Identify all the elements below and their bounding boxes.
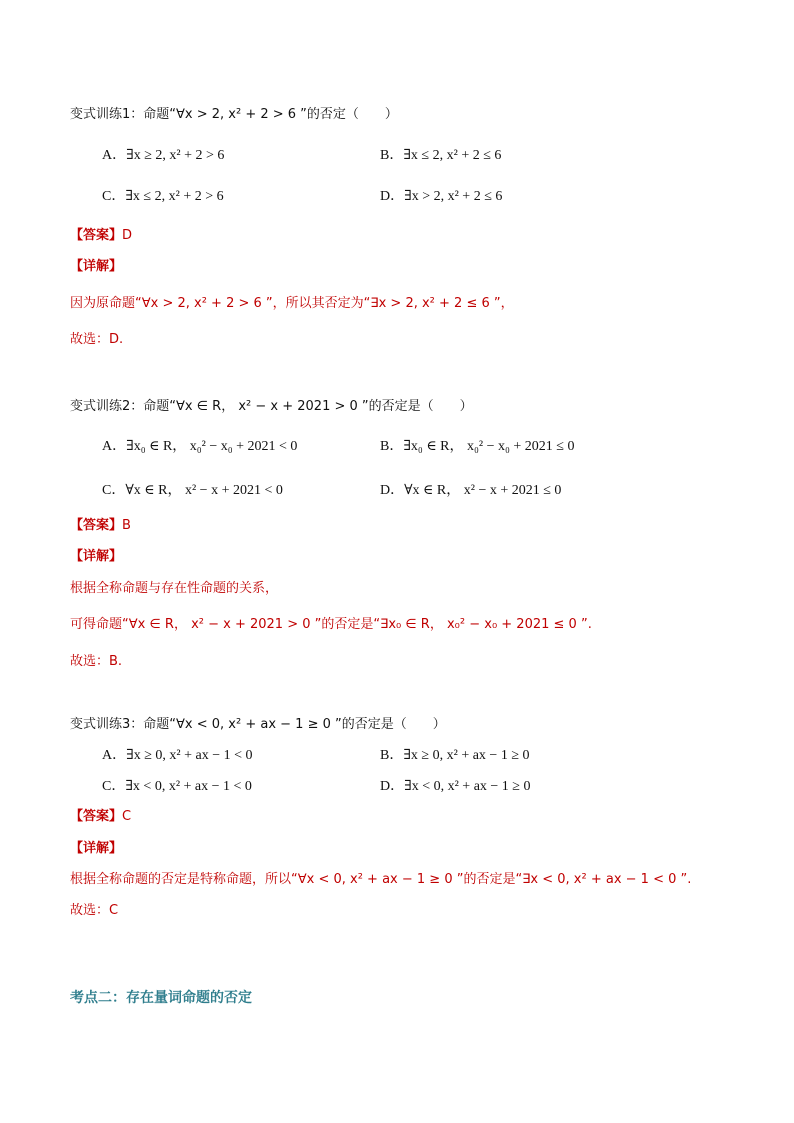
section-heading: 考点二：存在量词命题的否定 [70, 990, 252, 1006]
ex1-option-d: D．∃x > 2, x² + 2 ≤ 6 [380, 189, 503, 204]
ex1-choice: 故选：D. [70, 332, 124, 347]
ex1-detail-label: 【详解】 [70, 259, 123, 274]
ex2-answer [70, 517, 131, 535]
ex1-option-c: C．∃x ≤ 2, x² + 2 > 6 [102, 189, 224, 204]
ex3-answer [70, 808, 131, 826]
ex2-explanation-2: 可得命题“∀x ∈ R， x² − x + 2021 > 0 ”的否定是“∃x₀ ∈ R， x₀² − x₀ + 2021 ≤ 0 ”. [70, 617, 592, 632]
answer-value: B [122, 518, 131, 533]
ex2-explanation-1: 根据全称命题与存在性命题的关系， [70, 581, 279, 596]
ex1-answer [70, 227, 132, 245]
ex2-option-b: B．∃x₀ ∈ R， x₀² − x₀ + 2021 ≤ 0 [380, 439, 575, 454]
ex3-question: 变式训练3：命题“∀x < 0, x² + ax − 1 ≥ 0 ”的否定是（ ） [70, 717, 446, 732]
ex2-option-a: A．∃x₀ ∈ R， x₀² − x₀ + 2021 < 0 [102, 439, 298, 454]
ex3-option-a: A．∃x ≥ 0, x² + ax − 1 < 0 [102, 748, 253, 763]
ex3-detail-label: 【详解】 [70, 841, 123, 856]
answer-label: 【答案】 [70, 518, 123, 533]
answer-label: 【答案】 [70, 228, 123, 243]
ex3-option-d: D．∃x < 0, x² + ax − 1 ≥ 0 [380, 779, 531, 794]
ex2-option-d: D．∀x ∈ R， x² − x + 2021 ≤ 0 [380, 483, 562, 498]
ex1-question: 变式训练1：命题“∀x > 2, x² + 2 > 6 ”的否定（ ） [70, 107, 398, 122]
answer-value: D [122, 228, 133, 243]
ex3-option-b: B．∃x ≥ 0, x² + ax − 1 ≥ 0 [380, 748, 530, 763]
answer-value: C [122, 809, 132, 824]
ex3-explanation: 根据全称命题的否定是特称命题，所以“∀x < 0, x² + ax − 1 ≥ 0 ”的否定是“∃x < 0, x² + ax − 1 < 0 ”. [70, 872, 692, 887]
ex3-option-c: C．∃x < 0, x² + ax − 1 < 0 [102, 779, 252, 794]
ex2-question: 变式训练2：命题“∀x ∈ R， x² − x + 2021 > 0 ”的否定是（ ） [70, 399, 473, 414]
ex2-choice: 故选：B. [70, 654, 123, 669]
ex1-explanation: 因为原命题“∀x > 2, x² + 2 > 6 ”，所以其否定为“∃x > 2, x² + 2 ≤ 6 ”， [70, 296, 514, 311]
ex3-choice: 故选：C [70, 903, 119, 918]
ex2-option-c: C．∀x ∈ R， x² − x + 2021 < 0 [102, 483, 283, 498]
ex1-option-a: A．∃x ≥ 2, x² + 2 > 6 [102, 148, 225, 163]
ex1-option-b: B．∃x ≤ 2, x² + 2 ≤ 6 [380, 148, 502, 163]
ex2-detail-label: 【详解】 [70, 549, 123, 564]
answer-label: 【答案】 [70, 809, 123, 824]
